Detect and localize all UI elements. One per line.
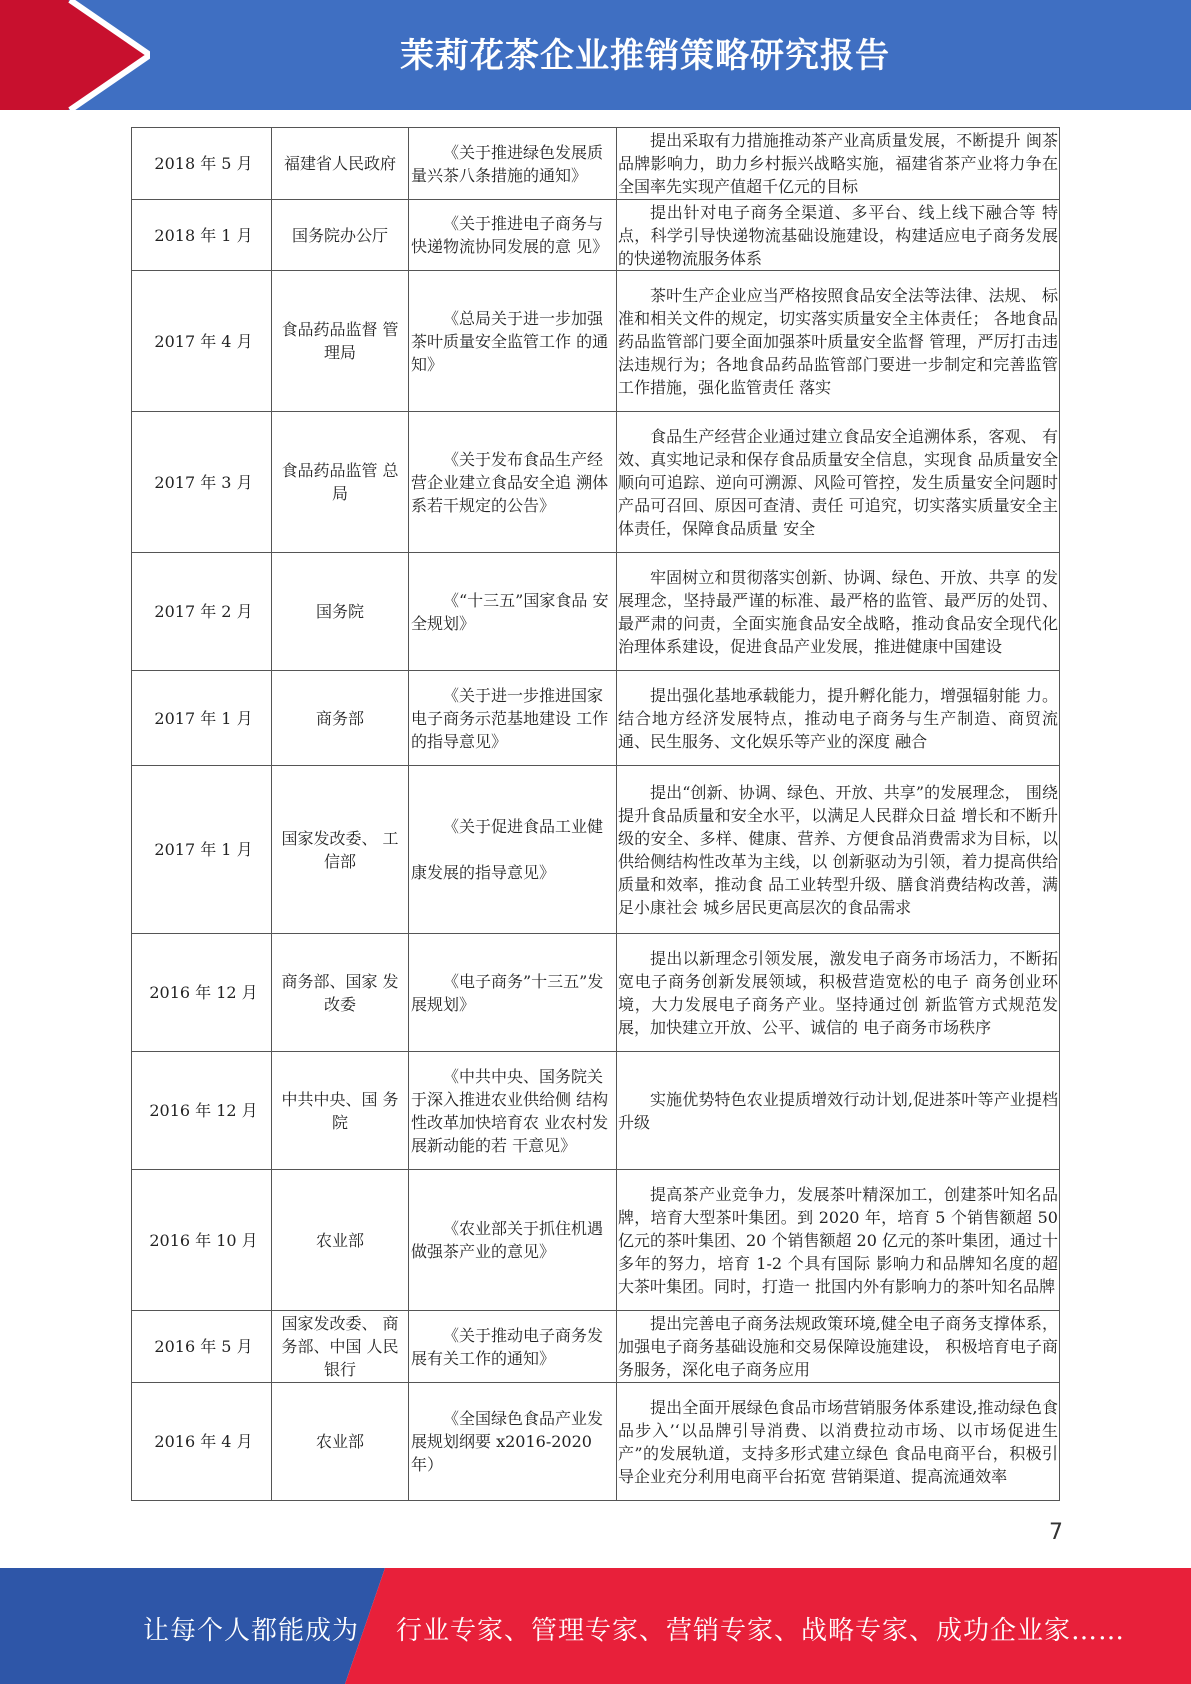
table-row	[132, 1170, 1060, 1311]
table-row	[132, 553, 1060, 671]
department-cell: 国家发改委、 商务部、中国 人民银行	[272, 1311, 409, 1383]
document-cell: 《关于推进绿色发展质 量兴茶八条措施的通知》	[409, 128, 617, 200]
description-cell: 提高茶产业竞争力，发展茶叶精深加工，创建茶叶知名品牌，培育大型茶叶集团。到 2020 年，培育 5 个销售额超 50 亿元的茶叶集团、20 个销售额超 20 亿元的茶叶集团，通过十多年的努力，培育 1-2 个具有国际 影响力和品牌知名度的超大茶叶集团。同时，打造一 批国内外有影响力的茶叶知名品牌	[617, 1170, 1060, 1311]
department-cell: 福建省人民政府	[272, 128, 409, 200]
table-row	[132, 200, 1060, 271]
document-cell: 《总局关于进一步加强 茶叶质量安全监管工作 的通知》	[409, 271, 617, 412]
footer-banner	[0, 1568, 1191, 1684]
date-cell: 2016 年 12 月	[132, 934, 272, 1052]
document-title-part2: 康发展的指导意见》	[411, 863, 556, 882]
date-cell: 2017 年 1 月	[132, 766, 272, 934]
date-cell: 2017 年 2 月	[132, 553, 272, 671]
date-cell: 2017 年 3 月	[132, 412, 272, 553]
date-cell: 2017 年 1 月	[132, 671, 272, 766]
department-cell: 国务院办公厅	[272, 200, 409, 271]
document-cell	[409, 766, 617, 934]
description-cell: 提出采取有力措施推动茶产业高质量发展，不断提升 闽茶品牌影响力，助力乡村振兴战略实施，福建省茶产业将力争在全国率先实现产值超千亿元的目标	[617, 128, 1060, 200]
department-cell: 食品药品监管 总局	[272, 412, 409, 553]
department-cell: 中共中央、国 务院	[272, 1052, 409, 1170]
date-cell: 2017 年 4 月	[132, 271, 272, 412]
document-cell: 《电子商务”十三五”发展规划》	[409, 934, 617, 1052]
description-cell: 提出以新理念引领发展，激发电子商务市场活力，不断拓宽电子商务创新发展领域，积极营造宽松的电子 商务创业环境，大力发展电子商务产业。坚持通过创 新监管方式规范发展，加快建立开放、公平、诚信的 电子商务市场秩序	[617, 934, 1060, 1052]
department-cell: 商务部、国家 发改委	[272, 934, 409, 1052]
department-cell: 国务院	[272, 553, 409, 671]
description-cell: 提出针对电子商务全渠道、多平台、线上线下融合等 特点，科学引导快递物流基础设施建设，构建适应电子商务发展的快递物流服务体系	[617, 200, 1060, 271]
department-cell: 国家发改委、 工信部	[272, 766, 409, 934]
description-cell: 实施优势特色农业提质增效行动计划,促进茶叶等产业提档升级	[617, 1052, 1060, 1170]
description-cell: 茶叶生产企业应当严格按照食品安全法等法律、法规、 标准和相关文件的规定，切实落实质量安全主体责任； 各地食品药品监管部门要全面加强茶叶质量安全监督 管理，严厉打击违法违规行为；各地食品药品监管部门要进一步制定和完善监管工作措施，强化监管责任 落实	[617, 271, 1060, 412]
table-row	[132, 934, 1060, 1052]
date-cell: 2018 年 5 月	[132, 128, 272, 200]
table-row	[132, 1311, 1060, 1383]
description-cell: 提出全面开展绿色食品市场营销服务体系建设,推动绿色食品步入’‘以品牌引导消费、以消费拉动市场、以市场促进生产”的发展轨道，支持多形式建立绿色 食品电商平台，积极引导企业充分利用电商平台拓宽 营销渠道、提高流通效率	[617, 1383, 1060, 1501]
table-row	[132, 128, 1060, 200]
description-cell: 提出完善电子商务法规政策环境,健全电子商务支撑体系，加强电子商务基础设施和交易保障设施建设， 积极培育电子商务服务，深化电子商务应用	[617, 1311, 1060, 1383]
footer-slogan-left: 让每个人都能成为	[143, 1616, 360, 1646]
department-cell: 农业部	[272, 1383, 409, 1501]
document-cell: 《农业部关于抓住机遇 做强茶产业的意见》	[409, 1170, 617, 1311]
document-title-part1: 《关于促进食品工业健	[443, 817, 604, 836]
page-number: 7	[1049, 1520, 1063, 1545]
date-cell: 2016 年 10 月	[132, 1170, 272, 1311]
table-row	[132, 412, 1060, 553]
department-cell: 农业部	[272, 1170, 409, 1311]
document-cell: 《全国绿色食品产业发 展规划纲要 x2016-2020 年）	[409, 1383, 617, 1501]
table-row	[132, 1383, 1060, 1501]
department-cell: 商务部	[272, 671, 409, 766]
table-row	[132, 1052, 1060, 1170]
description-cell: 提出“创新、协调、绿色、开放、共享”的发展理念， 围绕提升食品质量和安全水平，以满足人民群众日益 增长和不断升级的安全、多样、健康、营养、方便食品消费需求为目标，以供给侧结构性改革为主线，以 创新驱动为引领，着力提高供给质量和效率，推动食 品工业转型升级、膳食消费结构改善，满足小康社会 城乡居民更高层次的食品需求	[617, 766, 1060, 934]
date-cell: 2016 年 12 月	[132, 1052, 272, 1170]
document-cell: 《关于推进电子商务与 快递物流协同发展的意 见》	[409, 200, 617, 271]
header-bar	[0, 0, 1191, 110]
table-row	[132, 671, 1060, 766]
date-cell: 2016 年 4 月	[132, 1383, 272, 1501]
document-cell: 《关于推动电子商务发 展有关工作的通知》	[409, 1311, 617, 1383]
description-cell: 牢固树立和贯彻落实创新、协调、绿色、开放、共享 的发展理念，坚持最严谨的标准、最严格的监管、最严厉的处罚、最严肃的问责，全面实施食品安全战略，推动食品安全现代化治理体系建设，促进食品产业发展，推进健康中国建设	[617, 553, 1060, 671]
document-cell: 《关于进一步推进国家 电子商务示范基地建设 工作的指导意见》	[409, 671, 617, 766]
document-cell: 《中共中央、国务院关 于深入推进农业供给侧 结构性改革加快培育农 业农村发展新动能的若 干意见》	[409, 1052, 617, 1170]
date-cell: 2018 年 1 月	[132, 200, 272, 271]
department-cell: 食品药品监督 管理局	[272, 271, 409, 412]
date-cell: 2016 年 5 月	[132, 1311, 272, 1383]
report-title: 茉莉花茶企业推销策略研究报告	[400, 36, 890, 76]
document-cell: 《“十三五”国家食品 安全规划》	[409, 553, 617, 671]
description-cell: 提出强化基地承载能力，提升孵化能力，增强辐射能 力。结合地方经济发展特点，推动电子商务与生产制造、商贸流通、民生服务、文化娱乐等产业的深度 融合	[617, 671, 1060, 766]
table-row	[132, 271, 1060, 412]
footer-slogan-right: 行业专家、管理专家、营销专家、战略专家、成功企业家……	[396, 1616, 1126, 1646]
description-cell: 食品生产经营企业通过建立食品安全追溯体系，客观、 有效、真实地记录和保存食品质量安全信息，实现食 品质量安全顺向可追踪、逆向可溯源、风险可管控，发生质量安全问题时产品可召回、原因可查清、责任 可追究，切实落实质量安全主体责任，保障食品质量 安全	[617, 412, 1060, 553]
table-row	[132, 766, 1060, 934]
policy-table	[131, 127, 1060, 1501]
document-cell: 《关于发布食品生产经 营企业建立食品安全追 溯体系若干规定的公告》	[409, 412, 617, 553]
header-chevron-decoration	[0, 0, 150, 110]
